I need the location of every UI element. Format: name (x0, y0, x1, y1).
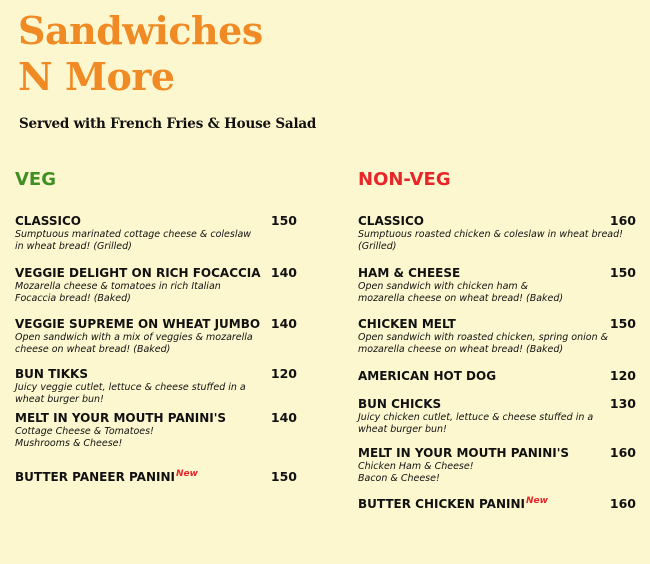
item-description-line: Open sandwich with roasted chicken, spring onion & (358, 332, 609, 343)
item-name-text: BUTTER CHICKEN PANINI (358, 497, 525, 511)
item-description-line: mozarella cheese on wheat bread! (Baked) (358, 293, 564, 304)
item-header (358, 446, 636, 460)
item-description-line: Open sandwich with chicken ham & (358, 281, 529, 292)
item-description (358, 461, 636, 485)
veg-menu-item (15, 467, 297, 484)
item-description (15, 426, 293, 450)
item-description-line: cheese on wheat bread! (Baked) (15, 344, 171, 355)
item-name (358, 494, 548, 511)
nonveg-menu-item (358, 369, 636, 383)
item-name (358, 446, 569, 460)
nonveg-column (358, 168, 636, 511)
nonveg-menu-item (358, 446, 636, 485)
item-name (15, 266, 261, 280)
veg-menu-item (15, 266, 297, 305)
item-name (358, 266, 460, 280)
item-name-text: BUN TIKKS (15, 367, 89, 381)
item-price: 130 (609, 396, 636, 411)
item-name (15, 411, 226, 425)
item-description-line: (Grilled) (358, 241, 397, 252)
item-price: 140 (270, 265, 297, 280)
item-description-line: mozarella cheese on wheat bread! (Baked) (358, 344, 564, 355)
item-header (358, 317, 636, 331)
nonveg-menu-item (358, 317, 636, 356)
item-name (15, 214, 81, 228)
item-name (15, 317, 260, 331)
item-header (15, 411, 297, 425)
item-name (15, 367, 88, 381)
item-description (15, 382, 293, 406)
item-name (15, 467, 198, 484)
item-description-line: Chicken Ham & Cheese! (358, 461, 474, 472)
menu-title-line-1: Sandwiches (18, 8, 263, 53)
veg-column (15, 168, 297, 484)
item-name-text: BUTTER PANEER PANINI (15, 470, 175, 484)
item-description-line: Focaccia bread! (Baked) (15, 293, 131, 304)
item-description (15, 229, 293, 253)
nonveg-menu-item (358, 266, 636, 305)
item-price: 160 (609, 445, 636, 460)
veg-menu-item (15, 367, 297, 406)
item-name-text: CLASSICO (358, 214, 424, 228)
item-price: 120 (609, 368, 636, 383)
item-header (358, 397, 636, 411)
item-description (358, 281, 636, 305)
item-name-text: AMERICAN HOT DOG (358, 369, 497, 383)
item-description (15, 332, 293, 356)
item-description-line: Sumptuous marinated cottage cheese & coleslaw (15, 229, 252, 240)
item-price: 150 (609, 316, 636, 331)
item-name-text: VEGGIE SUPREME ON WHEAT JUMBO (15, 317, 261, 331)
item-description-line: Juicy chicken cutlet, lettuce & cheese stuffed in a (358, 412, 594, 423)
nonveg-menu-item (358, 494, 636, 511)
veg-menu-item (15, 317, 297, 356)
item-description-line: Sumptuous roasted chicken & coleslaw in wheat bread! (358, 229, 623, 240)
item-price: 150 (609, 265, 636, 280)
item-name-text: HAM & CHEESE (358, 266, 461, 280)
item-header (358, 266, 636, 280)
item-description (15, 281, 293, 305)
item-description (358, 229, 636, 253)
item-description-line: wheat burger bun! (358, 424, 447, 435)
menu-title (18, 8, 263, 100)
new-badge: New (175, 469, 198, 479)
item-name-text: VEGGIE DELIGHT ON RICH FOCACCIA (15, 266, 261, 280)
item-description-line: Mushrooms & Cheese! (15, 438, 123, 449)
item-description-line: Open sandwich with a mix of veggies & mozarella (15, 332, 253, 343)
item-description-line: Mozarella cheese & tomatoes in rich Italian (15, 281, 221, 292)
item-header (15, 214, 297, 228)
item-price: 150 (270, 469, 297, 484)
item-description-line: wheat burger bun! (15, 394, 104, 405)
veg-menu-item (15, 214, 297, 253)
item-price: 160 (609, 213, 636, 228)
item-price: 140 (270, 410, 297, 425)
item-name-text: BUN CHICKS (358, 397, 442, 411)
nonveg-menu-item (358, 214, 636, 253)
item-name (358, 214, 424, 228)
item-header (358, 369, 636, 383)
item-name-text: CHICKEN MELT (358, 317, 456, 331)
item-description (358, 412, 636, 436)
item-description-line: in wheat bread! (Grilled) (15, 241, 132, 252)
item-header (358, 494, 636, 511)
item-header (15, 467, 297, 484)
new-badge: New (526, 496, 548, 506)
menu-title-line-2: N More (18, 54, 175, 99)
item-description-line: Cottage Cheese & Tomatoes! (15, 426, 154, 437)
item-description-line: Bacon & Cheese! (358, 473, 440, 484)
nonveg-heading: NON-VEG (358, 169, 451, 190)
item-price: 120 (270, 366, 297, 381)
item-header (358, 214, 636, 228)
item-header (15, 317, 297, 331)
item-description-line: Juicy veggie cutlet, lettuce & cheese stuffed in a (15, 382, 246, 393)
veg-menu-item (15, 411, 297, 450)
item-price: 160 (609, 496, 636, 511)
menu-subtitle: Served with French Fries & House Salad (19, 116, 317, 132)
item-name (358, 369, 496, 383)
item-name-text: CLASSICO (15, 214, 81, 228)
veg-heading: VEG (15, 169, 57, 190)
item-header (15, 266, 297, 280)
item-header (15, 367, 297, 381)
item-description (358, 332, 636, 356)
item-price: 140 (270, 316, 297, 331)
item-name-text: MELT IN YOUR MOUTH PANINI'S (358, 446, 570, 460)
item-name-text: MELT IN YOUR MOUTH PANINI'S (15, 411, 227, 425)
item-name (358, 397, 441, 411)
nonveg-menu-item (358, 397, 636, 436)
item-price: 150 (270, 213, 297, 228)
item-name (358, 317, 456, 331)
